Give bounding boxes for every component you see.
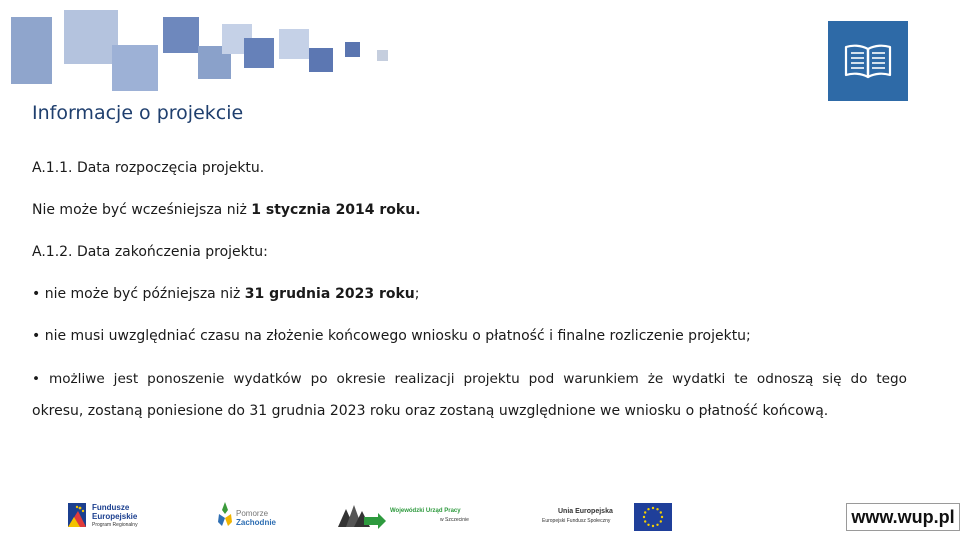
fe-line-2: Europejskie [92, 512, 138, 521]
bullet-1-bold: 31 grudnia 2023 roku [244, 286, 415, 302]
fe-emblem-icon [66, 499, 88, 531]
pomorze-emblem-icon [216, 500, 234, 530]
bullet-1-prefix: • nie może być późniejsza niż [32, 286, 245, 302]
a11-text-bold: 1 stycznia 2014 roku. [251, 202, 421, 218]
ue-line-2: Europejski Fundusz Społeczny [542, 518, 611, 524]
section-a11-heading: A.1.1. Data rozpoczęcia projektu. [32, 160, 265, 176]
fe-line-1: Fundusze [92, 503, 130, 512]
bullet-2: • nie musi uwzględniać czasu na złożenie końcowego wniosku o płatność i finalne rozliczenie projektu; [32, 328, 751, 344]
deco-square [377, 50, 388, 61]
deco-square [279, 29, 309, 59]
deco-square [11, 17, 52, 84]
logo-pomorze-zachodnie [216, 497, 286, 533]
fe-line-3: Program Regionalny [92, 522, 138, 528]
logo-unia-europejska [540, 497, 674, 533]
logo-fundusze-europejskie [66, 497, 166, 533]
website-url[interactable]: www.wup.pl [846, 503, 960, 531]
deco-square [112, 45, 158, 91]
pomorze-line-1: Pomorze [236, 509, 269, 518]
deco-square [64, 10, 118, 64]
bullet-3-line-2: okresu, zostaną poniesione do 31 grudnia 2023 roku oraz zostaną uwzględnione we wniosku o płatność końcową. [32, 403, 829, 419]
open-book-icon-box [828, 21, 908, 101]
ue-line-1: Unia Europejska [558, 508, 613, 515]
section-a11-text [32, 202, 421, 218]
eu-flag-icon [634, 503, 672, 531]
deco-square [345, 42, 360, 57]
section-a12-heading: A.1.2. Data zakończenia projektu: [32, 244, 268, 260]
pomorze-line-2: Zachodnie [236, 518, 277, 527]
wup-line-2: w Szczecinie [440, 517, 469, 523]
bullet-1 [32, 286, 420, 302]
bullet-3-line-1: • możliwe jest ponoszenie wydatków po okresie realizacji projektu pod warunkiem że wydatki te odnoszą się do tego [32, 371, 907, 387]
wup-line-1: Wojewódzki Urząd Pracy [390, 508, 461, 514]
a11-text-prefix: Nie może być wcześniejsza niż [32, 202, 252, 218]
open-book-icon [843, 41, 893, 81]
logo-wup [338, 497, 488, 533]
bullet-1-suffix: ; [414, 286, 420, 302]
deco-square [309, 48, 333, 72]
deco-square [163, 17, 199, 53]
page-title: Informacje o projekcie [32, 102, 244, 124]
deco-square [244, 38, 274, 68]
wup-emblem-icon [338, 501, 386, 531]
